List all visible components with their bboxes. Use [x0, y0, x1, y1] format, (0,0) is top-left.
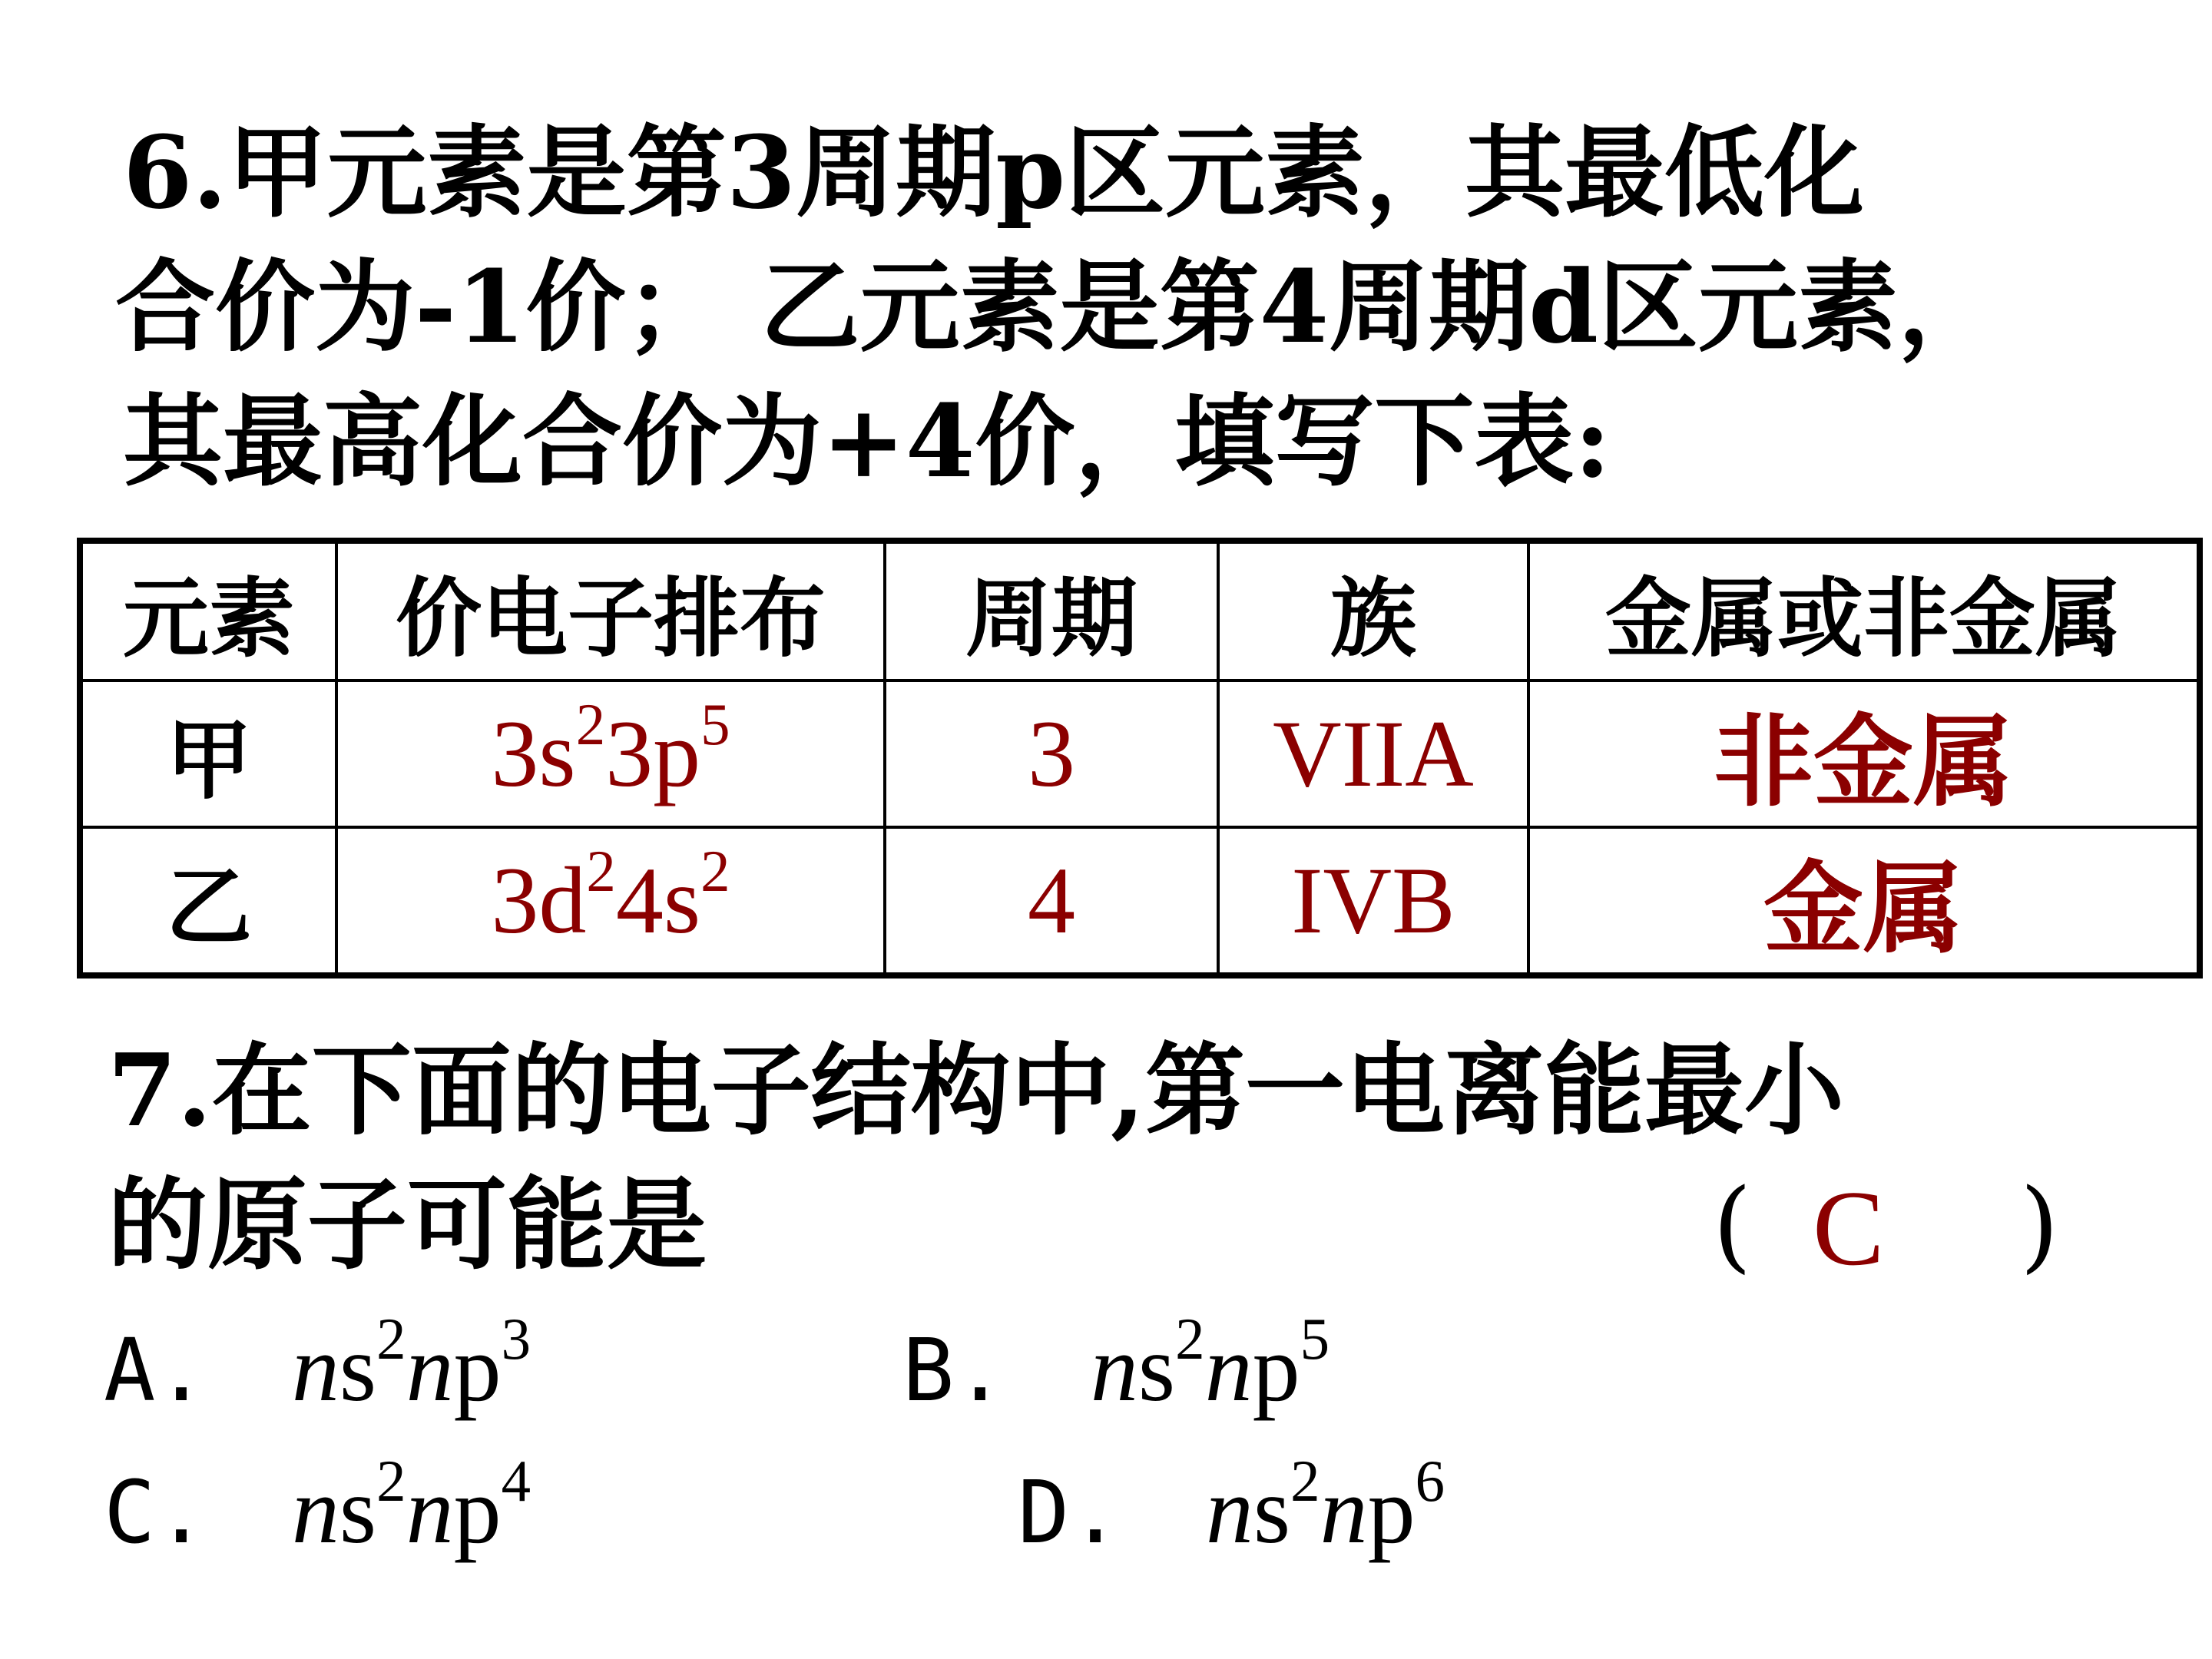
row-group: VIIA [1218, 680, 1528, 827]
header-group: 族 [1218, 541, 1528, 680]
row-metal-type: 非金属 [1528, 680, 2200, 827]
row-period: 3 [885, 680, 1218, 827]
q6-line-1: 6.甲元素是第3周期p区元素，其最低化 [123, 114, 1865, 231]
row-config: $3s^23p^5$ [336, 680, 885, 827]
q6-line-2: 合价为-1价； 乙元素是第4周期d区元素， [115, 248, 1998, 366]
table-row [80, 680, 2200, 827]
table-row [80, 827, 2200, 975]
row-element: 甲 [80, 680, 336, 827]
q7-line-2: 的原子可能是 [108, 1166, 707, 1283]
option-b[interactable]: B. $ns^2np^5$ [902, 1306, 1330, 1421]
row-group: IVB [1218, 827, 1528, 975]
answer-paren-open: ( [1713, 1167, 1752, 1283]
option-c[interactable]: C. $ns^2np^4$ [104, 1449, 531, 1563]
header-period: 周期 [885, 541, 1218, 680]
row-config: $3d^24s^2$ [336, 827, 885, 975]
answer-choice: C [1813, 1169, 1885, 1288]
row-period: 4 [885, 827, 1218, 975]
q7-line-1: 7.在下面的电子结构中,第一电离能最小 [108, 1031, 1844, 1149]
table-header-row [80, 541, 2200, 680]
answer-table [77, 538, 2203, 979]
header-valence-config: 价电子排布 [336, 541, 885, 680]
answer-paren-close: ) [2020, 1167, 2059, 1283]
header-element: 元素 [80, 541, 336, 680]
row-metal-type: 金属 [1528, 827, 2200, 975]
header-metal-type: 金属或非金属 [1528, 541, 2200, 680]
row-element: 乙 [80, 827, 336, 975]
q6-line-3: 其最高化合价为+4价，填写下表: [123, 382, 1611, 500]
option-a[interactable]: A. $ns^2np^3$ [104, 1306, 531, 1421]
option-d[interactable]: D. $ns^2np^6$ [1018, 1449, 1445, 1563]
